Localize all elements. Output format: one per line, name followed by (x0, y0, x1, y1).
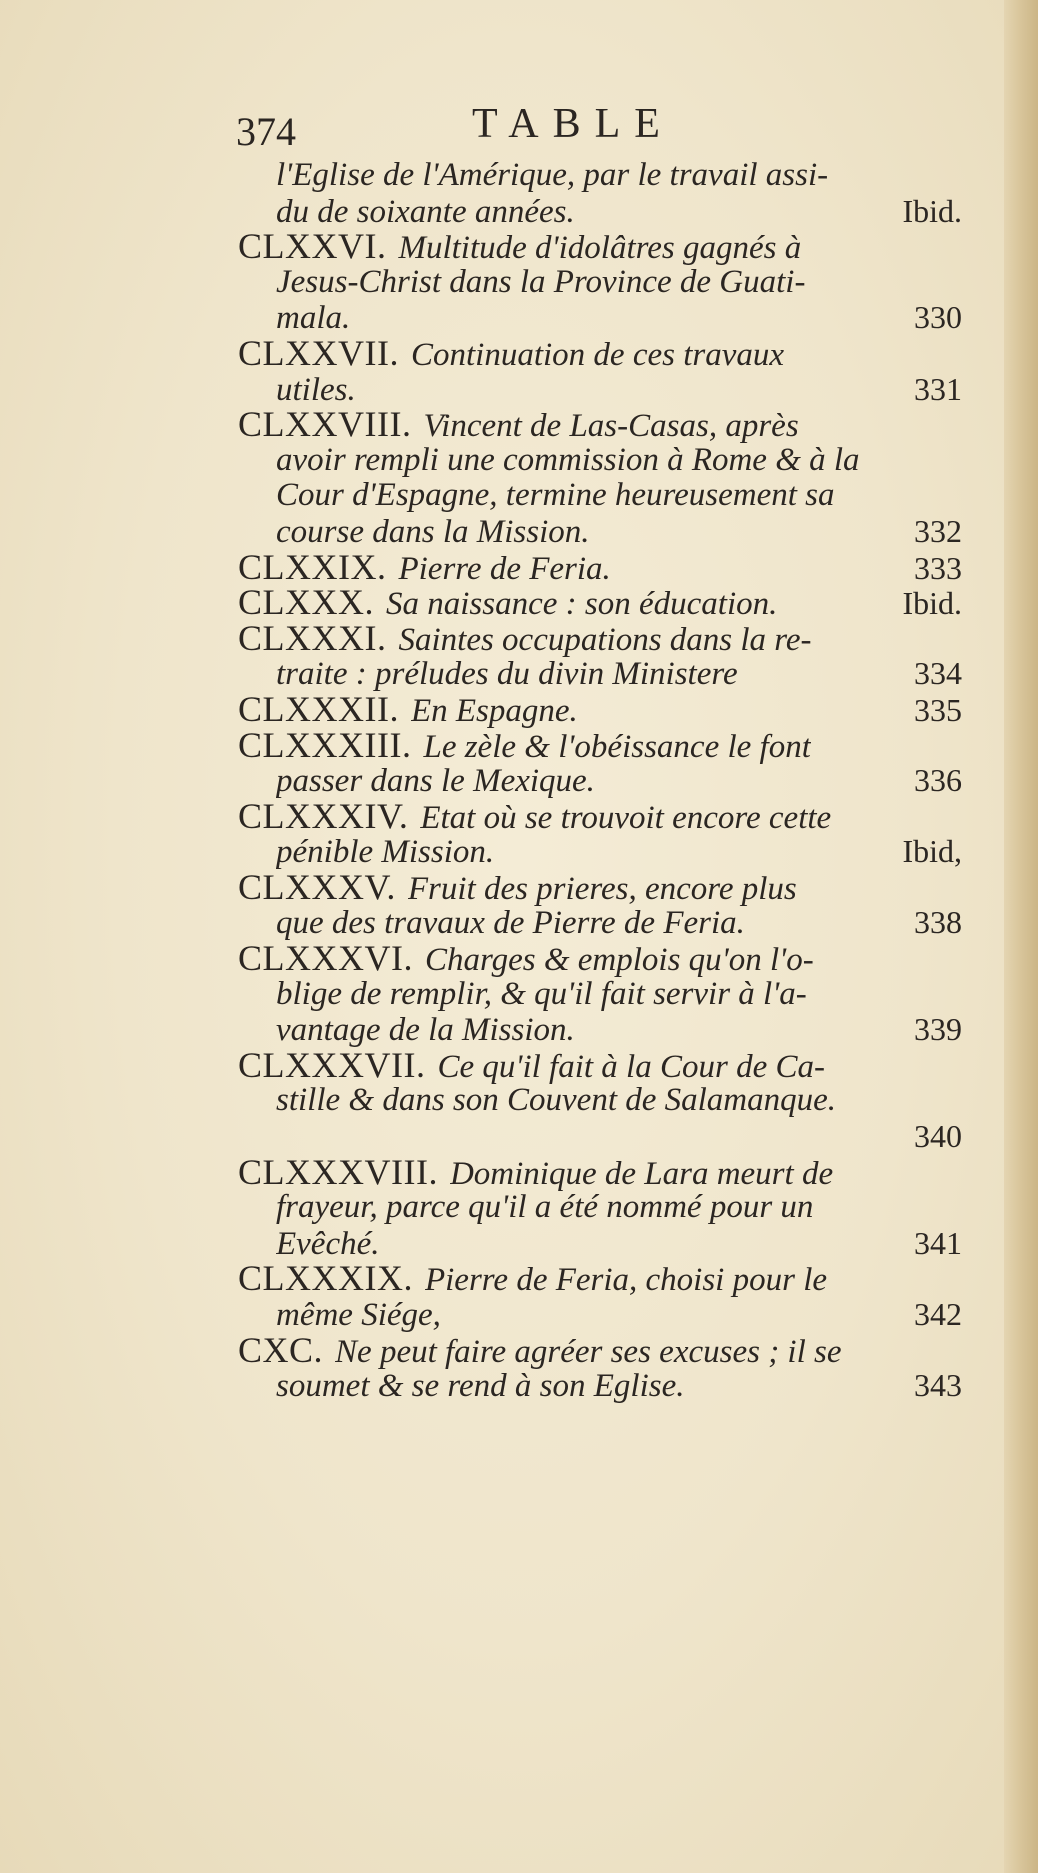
toc-line (238, 1190, 966, 1226)
toc-entry (238, 226, 966, 337)
page-reference: 338 (914, 904, 962, 941)
page-reference: 340 (914, 1118, 962, 1155)
toc-line (238, 582, 966, 623)
chapter-numeral: CLXXXI. (238, 617, 387, 658)
toc-entry (238, 1151, 966, 1262)
entry-title-text: Jesus-Christ dans la Province de Guati- (276, 264, 806, 300)
page-reference: 342 (914, 1296, 962, 1332)
toc-line (238, 763, 966, 799)
chapter-numeral: CLXXXIII. (238, 724, 412, 765)
toc-line (238, 1258, 966, 1299)
chapter-numeral: CLXXVII. (238, 332, 399, 373)
toc-line (238, 1119, 966, 1155)
toc-line (238, 1329, 966, 1370)
entry-title-text: Ne peut faire agréer ses excuses ; il se (335, 1334, 842, 1370)
entry-title-text: frayeur, parce qu'il a été nommé pour un (276, 1190, 814, 1226)
entry-title-text: même Siége, (276, 1298, 441, 1333)
toc-line (238, 724, 966, 765)
entry-title-text: Saintes occupations dans la re- (398, 622, 812, 658)
entry-title-text: passer dans le Mexique. (276, 764, 595, 800)
chapter-numeral: CLXXXIV. (238, 795, 409, 836)
running-header (0, 100, 1000, 160)
toc-entry (238, 795, 966, 871)
toc-line (238, 300, 966, 336)
page-number: 374 (236, 109, 296, 154)
entry-title-text: que des travaux de Pierre de Feria. (276, 906, 745, 942)
page-reference: 335 (914, 691, 962, 728)
toc-line (238, 1044, 966, 1085)
entry-title-text: Dominique de Lara meurt de (449, 1156, 834, 1192)
toc-line (238, 1297, 966, 1333)
running-title: TABLE (472, 101, 674, 147)
entry-title-text: du de soixante années. (276, 194, 575, 230)
chapter-numeral: CLXXX. (238, 582, 374, 623)
entry-title-text: Pierre de Feria. (398, 551, 611, 587)
chapter-numeral: CLXXVIII. (238, 404, 412, 445)
chapter-numeral: CXC. (238, 1329, 324, 1370)
toc-line (238, 1151, 966, 1192)
toc-entry (238, 404, 966, 550)
toc-entry (238, 158, 966, 229)
toc-entry (238, 688, 966, 729)
chapter-numeral: CLXXXVI. (238, 938, 413, 979)
toc-line (238, 1083, 966, 1119)
entry-title-text: Cour d'Espagne, termine heureusement sa (276, 478, 835, 514)
page-reference: 331 (914, 370, 962, 407)
toc-line (238, 514, 966, 550)
page-reference: 339 (914, 1011, 962, 1048)
entry-title-text: Multitude d'idolâtres gagnés à (398, 231, 802, 267)
entry-title-text: traite : préludes du divin Ministere (276, 657, 738, 693)
toc-line (238, 332, 966, 373)
toc-line (238, 158, 966, 194)
entry-title-text: Etat où se trouvoit encore cette (420, 800, 832, 836)
chapter-numeral: CLXXXV. (238, 866, 396, 907)
entry-title-text: Evêché. (276, 1226, 380, 1262)
entry-title-text: Le zèle & l'obéissance le font (423, 729, 811, 765)
table-of-contents (238, 158, 966, 1404)
page-reference: 343 (914, 1367, 962, 1404)
chapter-numeral: CLXXXII. (238, 688, 399, 729)
entry-title-text: soumet & se rend à son Eglise. (276, 1369, 685, 1405)
page-reference: Ibid. (902, 192, 962, 229)
entry-title-text: utiles. (276, 372, 356, 408)
toc-line (238, 372, 966, 408)
page-reference: 336 (914, 762, 962, 799)
toc-entry (238, 1329, 966, 1405)
chapter-numeral: CLXXXIX. (238, 1258, 413, 1299)
toc-line (238, 1368, 966, 1404)
toc-line (238, 478, 966, 514)
entry-title-text: stille & dans son Couvent de Salamanque. (276, 1083, 837, 1119)
entry-title-text: En Espagne. (410, 693, 578, 729)
entry-title-text: Continuation de ces travaux (410, 337, 785, 373)
chapter-numeral: CLXXXVIII. (238, 1151, 438, 1192)
page-reference: Ibid, (902, 833, 962, 870)
toc-line (238, 546, 966, 587)
toc-line (238, 226, 966, 267)
toc-line (238, 834, 966, 870)
toc-line (238, 795, 966, 836)
chapter-numeral: CLXXVI. (238, 226, 387, 267)
entry-title-text: Pierre de Feria, choisi pour le (424, 1263, 828, 1299)
toc-entry (238, 332, 966, 408)
toc-entry (238, 1044, 966, 1155)
entry-title-text: Ce qu'il fait à la Cour de Ca- (437, 1049, 825, 1085)
toc-line (238, 617, 966, 658)
toc-line (238, 688, 966, 729)
entry-title-text: vantage de la Mission. (276, 1013, 575, 1049)
toc-line (238, 977, 966, 1013)
toc-line (238, 905, 966, 941)
page-reference: 330 (914, 299, 962, 336)
entry-title-text: Sa naissance : son éducation. (386, 587, 778, 623)
entry-title-text: blige de remplir, & qu'il fait servir à l'a- (276, 976, 807, 1012)
toc-line (238, 866, 966, 907)
toc-entry (238, 582, 966, 623)
entry-title-text: Charges & emplois qu'on l'o- (424, 943, 814, 979)
page-edge (1004, 0, 1038, 1873)
toc-line (238, 1012, 966, 1048)
toc-entry (238, 617, 966, 693)
toc-line (238, 1226, 966, 1262)
toc-entry (238, 546, 966, 587)
toc-entry (238, 1258, 966, 1333)
toc-entry (238, 938, 966, 1049)
page-reference: Ibid. (902, 585, 962, 622)
entry-title-text: Vincent de Las-Casas, après (423, 409, 799, 445)
chapter-numeral: CLXXIX. (238, 546, 387, 587)
entry-title-text: pénible Mission. (276, 835, 495, 871)
toc-line (238, 194, 966, 230)
entry-title-text: Fruit des prieres, encore plus (407, 871, 797, 907)
page-reference: 333 (914, 549, 962, 586)
toc-line (238, 938, 966, 979)
toc-line (238, 404, 966, 445)
entry-title-text: avoir rempli une commission à Rome & à la (276, 442, 860, 478)
entry-title-text: course dans la Mission. (276, 514, 590, 550)
page-reference: 332 (914, 512, 962, 549)
page-reference: 334 (914, 655, 962, 692)
entry-title-text: mala. (276, 301, 351, 337)
toc-line (238, 656, 966, 692)
entry-title-text: l'Eglise de l'Amérique, par le travail assi- (276, 158, 829, 193)
toc-line (238, 265, 966, 301)
toc-entry (238, 724, 966, 800)
toc-entry (238, 866, 966, 942)
chapter-numeral: CLXXXVII. (238, 1044, 426, 1085)
page-reference: 341 (914, 1224, 962, 1261)
toc-line (238, 443, 966, 479)
